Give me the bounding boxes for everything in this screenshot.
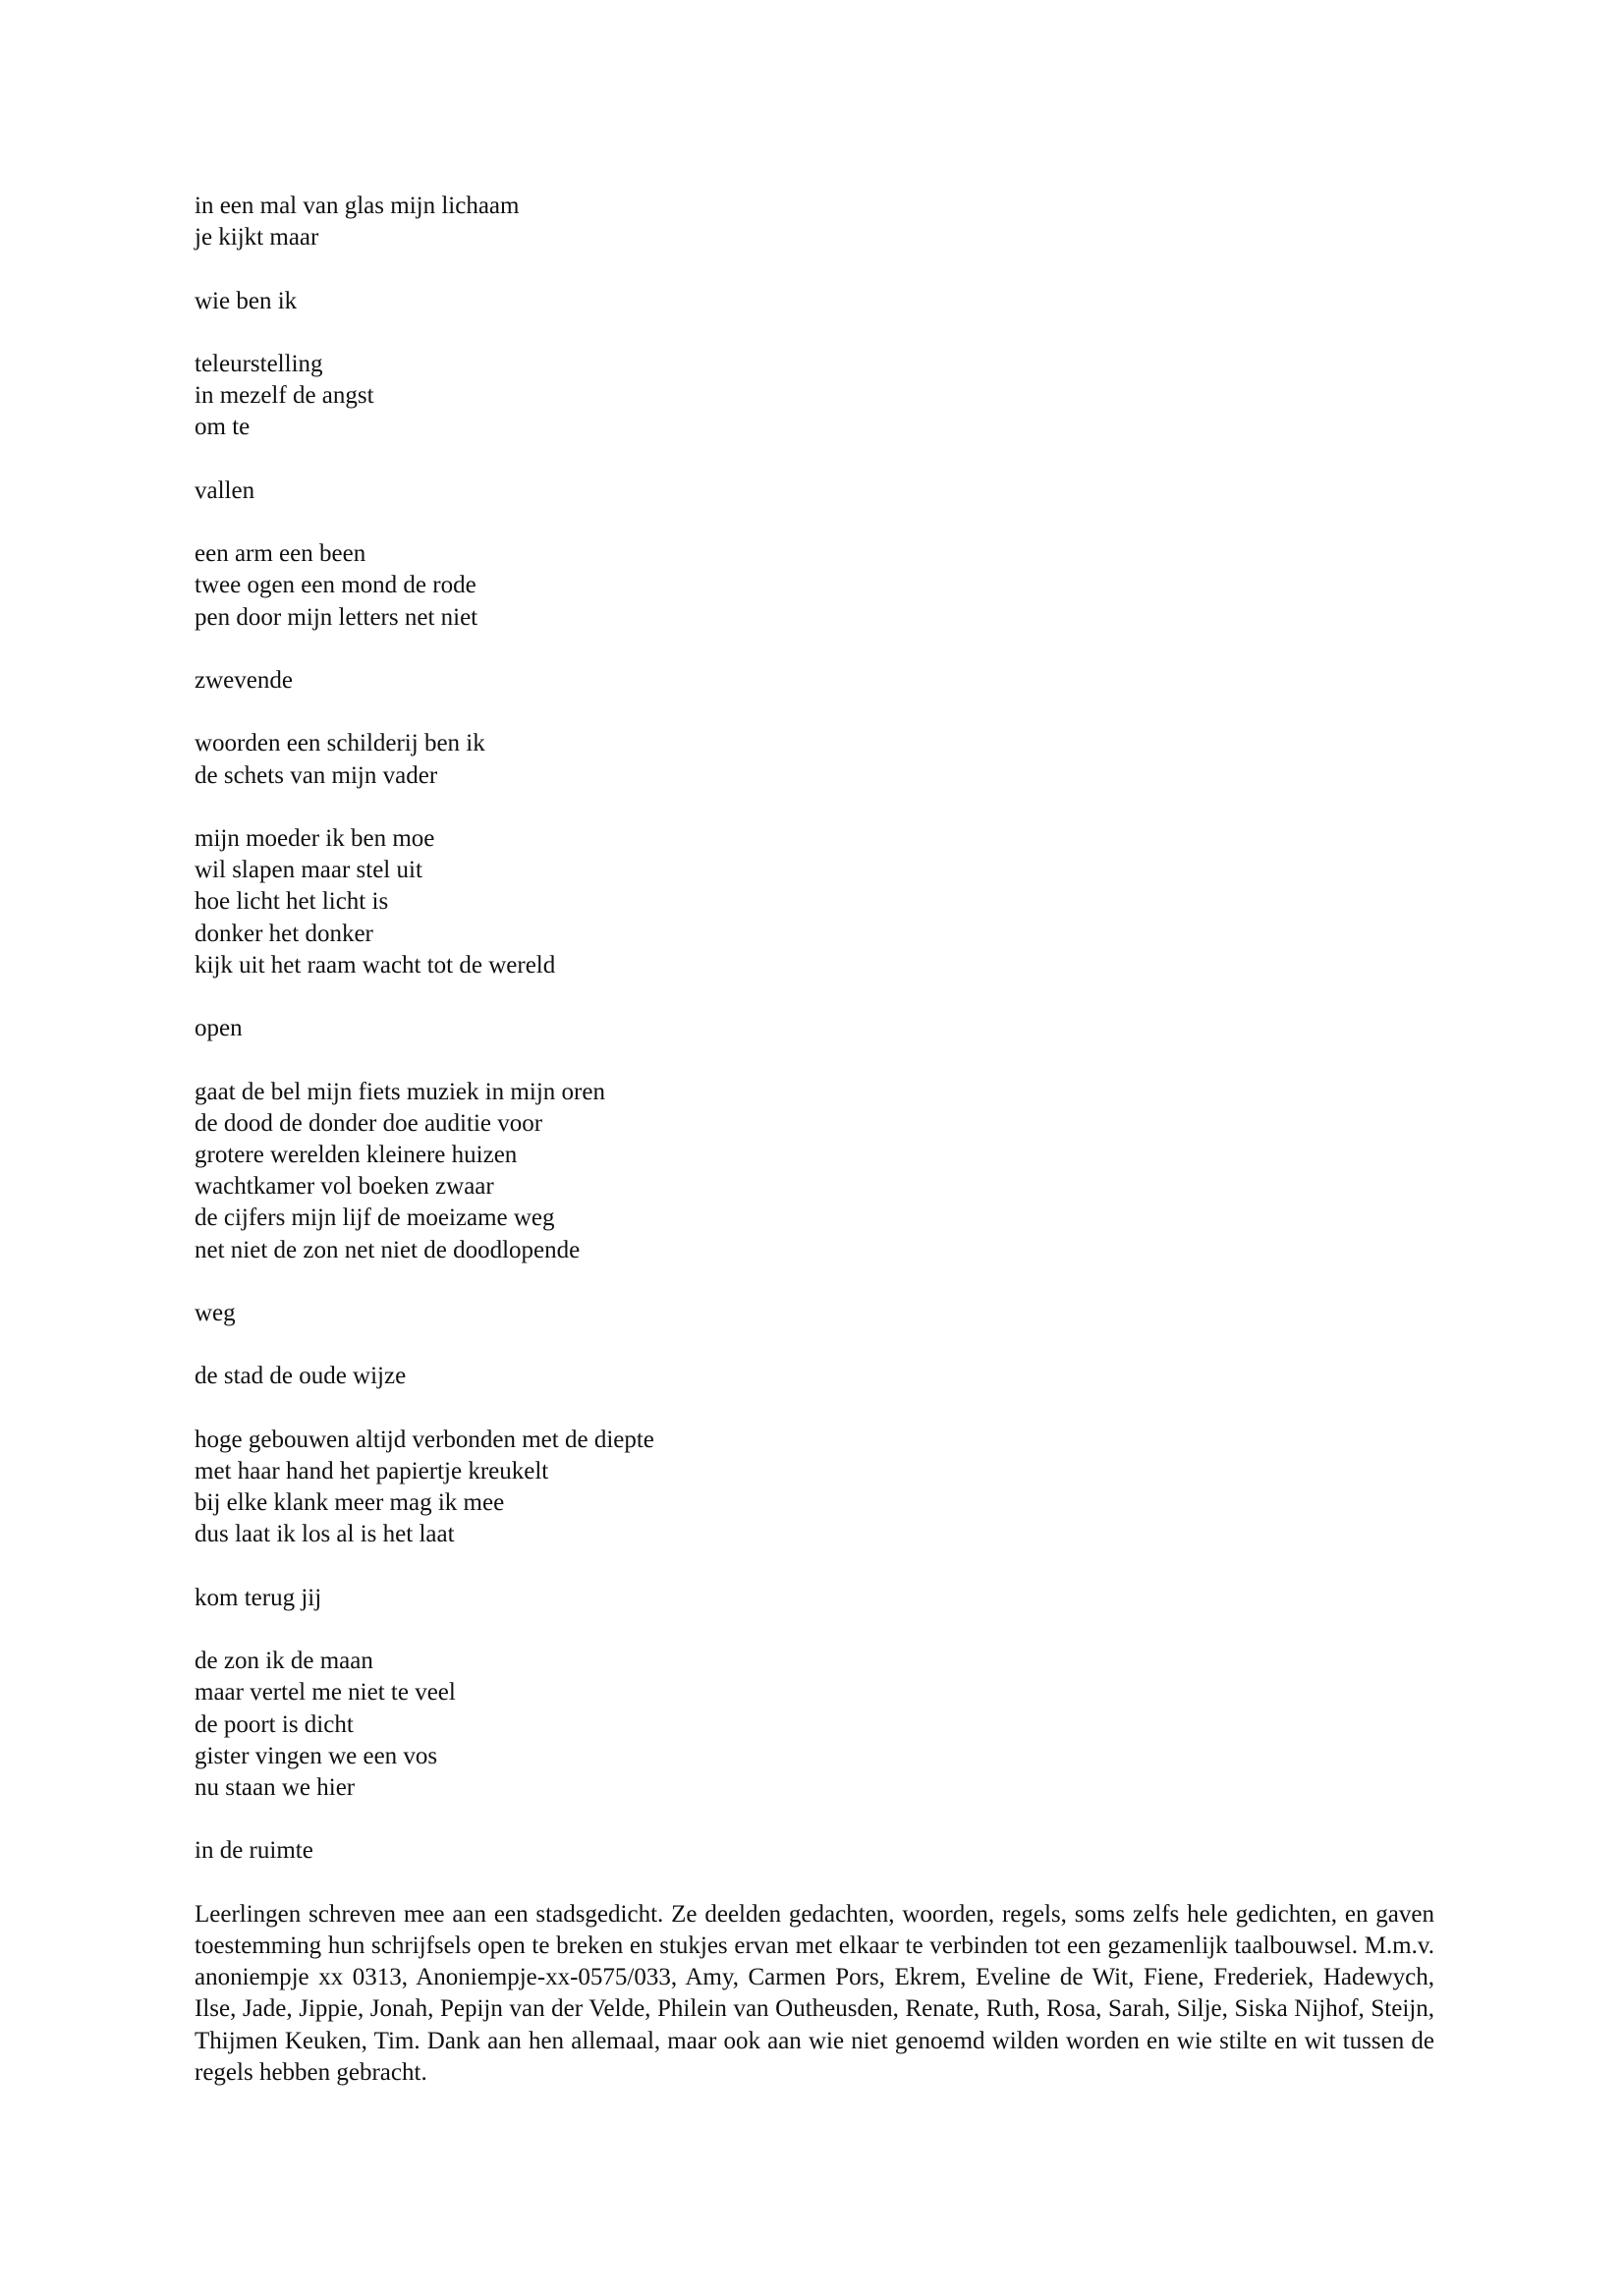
poem-stanza xyxy=(195,349,1452,444)
poem-line: hoe licht het licht is xyxy=(195,888,389,916)
poem-line: grotere werelden kleinere huizen xyxy=(195,1141,518,1168)
poem-line: donker het donker xyxy=(195,920,373,947)
poem-line: je kijkt maar xyxy=(195,224,319,252)
credits-paragraph: Leerlingen schreven mee aan een stadsgedicht. Ze deelden gedachten, woorden, regels, soms zelfs hele gedichten, en gaven toestemming hun schrijfsels open te breken en stukjes ervan met elkaar te verbinden tot een gezamenlijk taalbouwsel. M.m.v. anoniempje xx 0313, Anoniempje-xx-0575/033, Amy, Carmen Pors, Ekrem, Eveline de Wit, Fiene, Frederiek, Hadewych, Ilse, Jade, Jippie, Jonah, Pepijn van der Velde, Philein van Outheusden, Renate, Ruth, Rosa, Sarah, Silje, Siska Nijhof, Steijn, Thijmen Keuken, Tim. Dank aan hen allemaal, maar ook aan wie niet genoemd wilden worden en wie stilte en wit tussen de regels hebben gebracht. xyxy=(195,1900,1434,2086)
poem-line: nu staan we hier xyxy=(195,1773,356,1801)
poem-line: wachtkamer vol boeken zwaar xyxy=(195,1173,494,1201)
poem-stanza xyxy=(195,823,1452,981)
poem-line: om te xyxy=(195,414,251,441)
poem-line: gaat de bel mijn fiets muziek in mijn oren xyxy=(195,1078,605,1105)
poem-line: de stad de oude wijze xyxy=(195,1363,407,1390)
document-page xyxy=(195,191,1452,2089)
poem-line: kom terug jij xyxy=(195,1584,322,1611)
poem-line: net niet de zon net niet de doodlopende xyxy=(195,1236,581,1263)
poem-line: vallen xyxy=(195,476,255,504)
poem-line: dus laat ik los al is het laat xyxy=(195,1521,455,1548)
poem-stanza xyxy=(195,538,1452,634)
poem-line: kijk uit het raam wacht tot de wereld xyxy=(195,951,556,979)
poem-line: wil slapen maar stel uit xyxy=(195,857,422,884)
poem-line: zwevende xyxy=(195,666,293,694)
poem-line: in de ruimte xyxy=(195,1837,313,1865)
poem-line: de poort is dicht xyxy=(195,1710,354,1738)
poem-stanza xyxy=(195,1835,1452,1867)
poem-line: de schets van mijn vader xyxy=(195,761,438,789)
poem-stanza xyxy=(195,728,1452,791)
poem-line: maar vertel me niet te veel xyxy=(195,1679,456,1707)
poem-line: wie ben ik xyxy=(195,287,298,314)
poem-line: hoge gebouwen altijd verbonden met de diepte xyxy=(195,1426,654,1453)
poem-line: open xyxy=(195,1015,243,1042)
poem-line: pen door mijn letters net niet xyxy=(195,603,478,631)
poem-line: gister vingen we een vos xyxy=(195,1742,438,1769)
poem-stanza xyxy=(195,1077,1452,1266)
poem-stanza xyxy=(195,476,1452,507)
poem-line: weg xyxy=(195,1299,236,1326)
poem-line: teleurstelling xyxy=(195,350,323,377)
poem-line: de dood de donder doe auditie voor xyxy=(195,1109,543,1137)
poem-line: in een mal van glas mijn lichaam xyxy=(195,193,520,219)
poem-line: met haar hand het papiertje kreukelt xyxy=(195,1457,549,1484)
poem-line: mijn moeder ik ben moe xyxy=(195,824,435,852)
poem-stanza xyxy=(195,1298,1452,1329)
poem-line: een arm een been xyxy=(195,540,366,568)
poem-line: twee ogen een mond de rode xyxy=(195,572,476,599)
poem-stanza xyxy=(195,1425,1452,1551)
poem-stanza xyxy=(195,286,1452,317)
poem-line: bij elke klank meer mag ik mee xyxy=(195,1489,505,1517)
poem-stanza xyxy=(195,191,1452,253)
poem-stanza xyxy=(195,1013,1452,1044)
poem-stanza xyxy=(195,1646,1452,1804)
poem-line: de cijfers mijn lijf de moeizame weg xyxy=(195,1204,555,1232)
poem-line: in mezelf de angst xyxy=(195,382,374,410)
poem-stanza xyxy=(195,1361,1452,1392)
poem xyxy=(195,191,1452,1868)
poem-line: de zon ik de maan xyxy=(195,1648,373,1675)
poem-stanza xyxy=(195,665,1452,697)
poem-line: woorden een schilderij ben ik xyxy=(195,730,485,757)
poem-stanza xyxy=(195,1583,1452,1614)
